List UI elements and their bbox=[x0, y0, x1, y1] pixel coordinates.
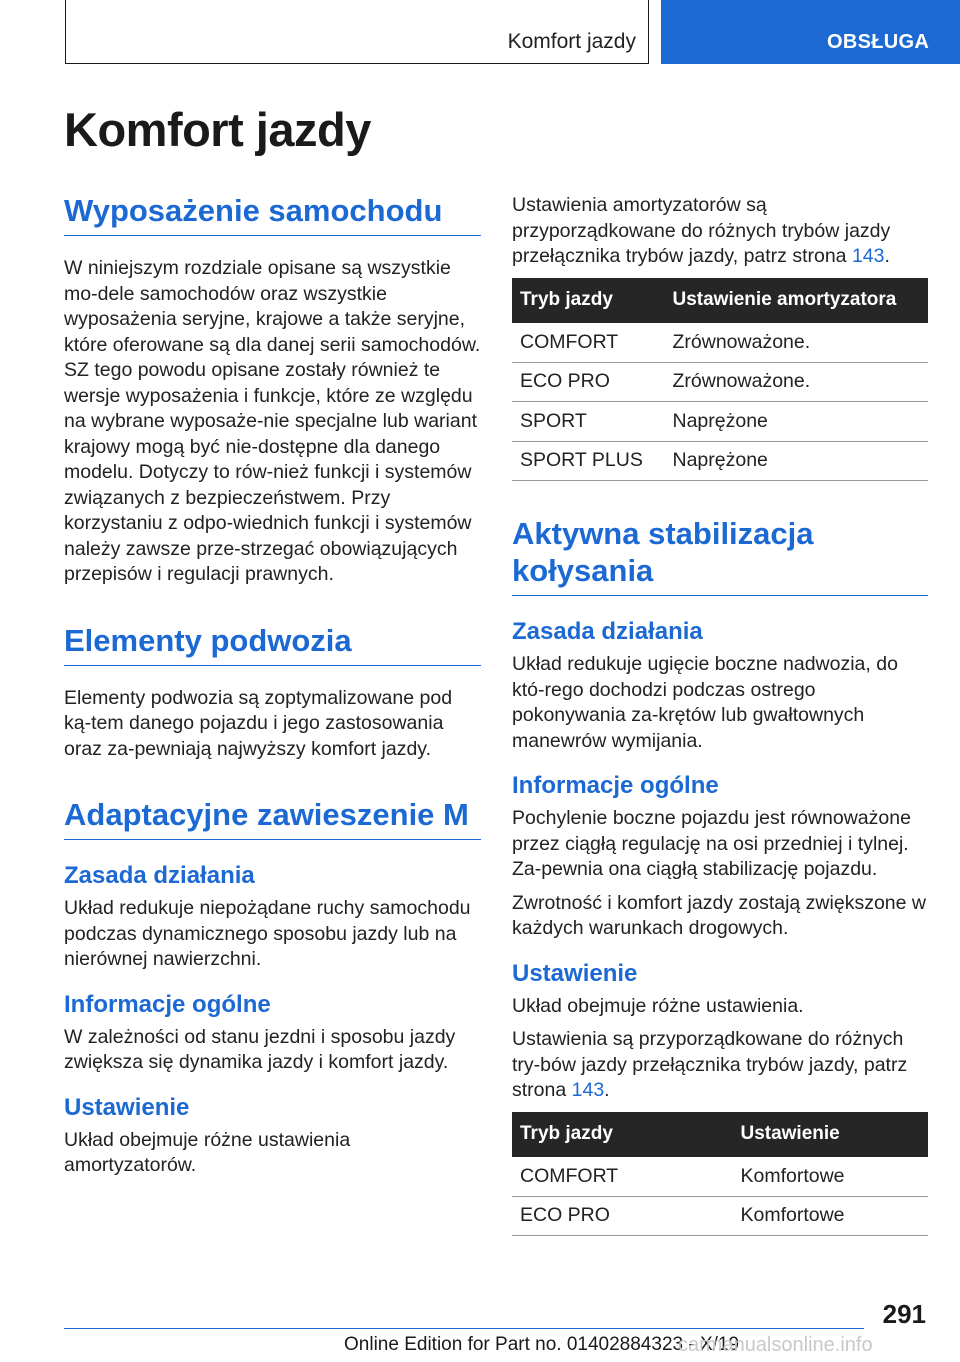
table-cell: Komfortowe bbox=[732, 1196, 928, 1236]
header-section-tab bbox=[661, 0, 960, 64]
paragraph-equipment: W niniejszym rozdziale opisane są wszystkie mo-dele samochodów oraz wszystkie wyposażenia seryjne, krajowe a także seryjne, które oferowane są dla danej serii samochodów. SZ tego powodu opisane zostały również te wersje wyposażenia i funkcje, które ze względu na wybrane wyposaże-nie specjalne lub wariant krajowy mogą być nie-dostępne dla danego modelu. Dotyczy to rów-nież funkcji i systemów związanych z bezpieczeństwem. Przy korzystaniu z odpo-wiednich funkcji i systemów należy zawsze prze-strzegać obowiązujących przepisów i regulacji prawnych. bbox=[64, 257, 481, 585]
subheading-principle: Zasada działania bbox=[64, 862, 255, 889]
damper-intro-text: Ustawienia amortyzatorów są przyporządkowane do różnych trybów jazdy przełącznika trybów jazdy, patrz strona bbox=[512, 194, 891, 267]
table-header-cell: Ustawienie amortyzatora bbox=[665, 278, 929, 323]
roll-modes-text: Ustawienia są przyporządkowane do różnych try-bów jazdy przełącznika trybów jazdy, patrz strona bbox=[512, 1028, 908, 1101]
subheading-general-info: Informacje ogólne bbox=[512, 772, 719, 799]
table-row bbox=[512, 441, 928, 481]
table-cell: Naprężone bbox=[665, 402, 929, 442]
paragraph-roll-modes: Ustawienia są przyporządkowane do różnych try-bów jazdy przełącznika trybów jazdy, patrz strona 143. bbox=[512, 1028, 908, 1101]
paragraph-setting: Układ obejmuje różne ustawienia amortyzatorów. bbox=[64, 1128, 351, 1176]
page-link-143[interactable]: 143 bbox=[851, 245, 885, 267]
table-cell: Naprężone bbox=[665, 441, 929, 481]
table-cell: COMFORT bbox=[512, 1157, 732, 1197]
section-heading-chassis: Elementy podwozia bbox=[64, 622, 481, 666]
footer-divider bbox=[64, 1328, 864, 1329]
paragraph-principle: Układ redukuje niepożądane ruchy samochodu podczas dynamicznego sposobu jazdy lub na nierównej nawierzchni. bbox=[64, 897, 471, 970]
subheading-setting: Ustawienie bbox=[64, 1093, 190, 1121]
subheading-principle: Zasada działania bbox=[512, 618, 703, 645]
paragraph-roll-setting: Układ obejmuje różne ustawienia. bbox=[512, 994, 804, 1017]
roll-settings-table bbox=[512, 1112, 928, 1237]
subheading-general-info: Informacje ogólne bbox=[64, 990, 271, 1018]
paragraph-damper-intro: Ustawienia amortyzatorów są przyporządkowane do różnych trybów jazdy przełącznika trybów jazdy, patrz strona 143. bbox=[512, 194, 891, 267]
paragraph-general-info: W zależności od stanu jezdni i sposobu jazdy zwiększa się dynamika jazdy i komfort jazdy. bbox=[64, 1025, 456, 1073]
watermark: carmanualsonline.info bbox=[678, 1334, 873, 1356]
paragraph-chassis: Elementy podwozia są zoptymalizowane pod ką-tem danego pojazdu i jego zastosowania oraz za-pewniają najwyższy komfort jazdy. bbox=[64, 686, 453, 760]
paragraph-roll-general: Pochylenie boczne pojazdu jest równoważone przez ciągłą regulację na osi przedniej i tylnej. Za-pewnia ona ciągłą stabilizację pojazdu. bbox=[512, 807, 911, 880]
table-row bbox=[512, 362, 928, 402]
section-heading-adaptive-suspension: Adaptacyjne zawieszenie M bbox=[64, 796, 481, 840]
table-header-cell: Ustawienie bbox=[732, 1112, 928, 1157]
right-column bbox=[512, 193, 928, 1246]
table-cell: ECO PRO bbox=[512, 1196, 732, 1236]
paragraph-roll-principle: Układ redukuje ugięcie boczne nadwozia, do któ-rego dochodzi podczas ostrego pokonywania za-krętów lub gwałtownych manewrów wymijania. bbox=[512, 653, 898, 752]
paragraph-roll-agility: Zwrotność i komfort jazdy zostają zwiększone w każdych warunkach drogowych. bbox=[512, 891, 926, 939]
table-cell: SPORT PLUS bbox=[512, 441, 665, 481]
footer-edition: Online Edition for Part no. 01402884323 - X/19 bbox=[344, 1334, 740, 1355]
page-number: 291 bbox=[882, 1299, 926, 1329]
chapter-title: Komfort jazdy bbox=[507, 30, 636, 53]
table-header-row bbox=[512, 278, 928, 323]
section-heading-active-roll-stabilization: Aktywna stabilizacja kołysania bbox=[512, 515, 928, 596]
page-title: Komfort jazdy bbox=[64, 103, 371, 156]
header-chapter-tab bbox=[65, 0, 649, 64]
left-column bbox=[64, 192, 481, 1187]
section-heading-equipment: Wyposażenie samochodu bbox=[64, 192, 481, 236]
table-row bbox=[512, 1157, 928, 1197]
table-cell: ECO PRO bbox=[512, 362, 665, 402]
table-header-cell: Tryb jazdy bbox=[512, 278, 665, 323]
table-row bbox=[512, 402, 928, 442]
table-cell: COMFORT bbox=[512, 323, 665, 363]
table-cell: Zrównoważone. bbox=[665, 323, 929, 363]
table-row bbox=[512, 1196, 928, 1236]
page-link-143[interactable]: 143 bbox=[571, 1079, 605, 1101]
table-row bbox=[512, 323, 928, 363]
subheading-setting: Ustawienie bbox=[512, 959, 638, 987]
table-header-row bbox=[512, 1112, 928, 1157]
damper-settings-table bbox=[512, 278, 928, 482]
table-header-cell: Tryb jazdy bbox=[512, 1112, 732, 1157]
table-cell: Zrównoważone. bbox=[665, 362, 929, 402]
table-cell: SPORT bbox=[512, 402, 665, 442]
section-title: OBSŁUGA bbox=[827, 31, 930, 53]
table-cell: Komfortowe bbox=[732, 1157, 928, 1197]
